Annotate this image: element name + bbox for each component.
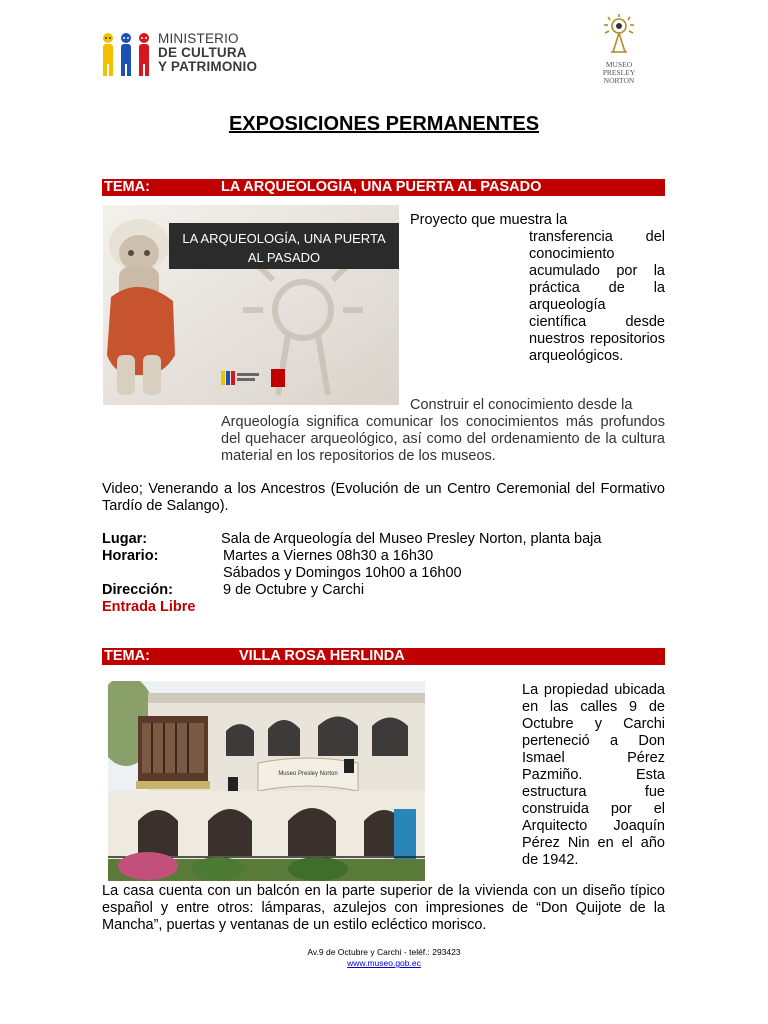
museum-sun-icon (599, 12, 639, 56)
banner-text-line1: LA ARQUEOLOGÍA, UNA PUERTA (182, 231, 386, 246)
section1-tema-label: TEMA: (104, 179, 150, 195)
museum-logo (590, 12, 648, 84)
museum-line2: PRESLEY (602, 68, 636, 77)
museum-line3: NORTON (603, 76, 635, 85)
ministry-logo (100, 30, 270, 80)
section1-tema-bar (102, 179, 665, 196)
section2-tema-bar (102, 648, 665, 665)
section1-video-text: Video; Venerando a los Ancestros (Evolución de un Centro Ceremonial del Formativo Tardío de Salango). (102, 481, 665, 514)
ministry-line2: DE CULTURA (158, 45, 247, 60)
ministry-line3: Y PATRIMONIO (158, 59, 258, 74)
lugar-label: Lugar: (102, 531, 148, 547)
section1-para2-first-line: Construir el conocimiento desde la (410, 397, 633, 413)
section2-para1: La propiedad ubicada en las calles 9 de Octubre y Carchi perteneció a Don Ismael Pérez Pazmiño. Esta estructura fue construida por el Arquitecto Joaquín Pérez Nin en el año de 1942. (522, 682, 665, 868)
horario-value-1: Martes a Viernes 08h30 a 16h30 (223, 548, 434, 564)
entrada-libre: Entrada Libre (102, 599, 196, 615)
ministry-figures-icon (100, 30, 152, 78)
section2-tema-label: TEMA: (104, 648, 150, 664)
section1-para1-rest: transferencia del conocimiento acumulado por la práctica de la arqueología científica desde nuestros repositorios arqueológicos. (529, 229, 665, 364)
section1-para1-first-line: Proyecto que muestra la (410, 212, 568, 228)
direccion-value: 9 de Octubre y Carchi (223, 582, 365, 598)
building-sign-text: Museo Presley Norton (278, 771, 338, 777)
section2-para2: La casa cuenta con un balcón en la parte superior de la vivienda con un diseño típico español y entre otros: lámparas, azulejos con impresiones de “Don Quijote de la Mancha”, puertas y ventanas de un estilo ecléctico morisco. (102, 883, 665, 933)
page-title: EXPOSICIONES PERMANENTES (228, 113, 540, 135)
section2-tema-value: VILLA ROSA HERLINDA (239, 648, 405, 664)
ministry-wordmark (158, 32, 257, 74)
footer-address: Av.9 de Octubre y Carchi - teléf.: 293423 (307, 947, 461, 957)
section1-tema-value: LA ARQUEOLOGÍA, UNA PUERTA AL PASADO (221, 179, 542, 195)
banner-text-line2: AL PASADO (247, 250, 321, 265)
direccion-label: Dirección: (102, 582, 173, 598)
ministry-line1: MINISTERIO (158, 31, 239, 46)
villa-rosa-herlinda-photo (108, 681, 425, 881)
arqueologia-banner-image (103, 205, 399, 405)
horario-label: Horario: (102, 548, 159, 564)
museum-line1: MUSEO (605, 60, 633, 69)
footer-website-wrap (0, 958, 768, 969)
footer-website-link[interactable]: www.museo.gob.ec (347, 958, 421, 968)
lugar-value: Sala de Arqueología del Museo Presley Norton, planta baja (221, 531, 602, 547)
horario-value-2: Sábados y Domingos 10h00 a 16h00 (223, 565, 462, 581)
section1-para2-rest: Arqueología significa comunicar los conocimientos más profundos del quehacer arqueológico, así como del ordenamiento de la cultura material en los repositorios de los museos. (221, 414, 665, 464)
